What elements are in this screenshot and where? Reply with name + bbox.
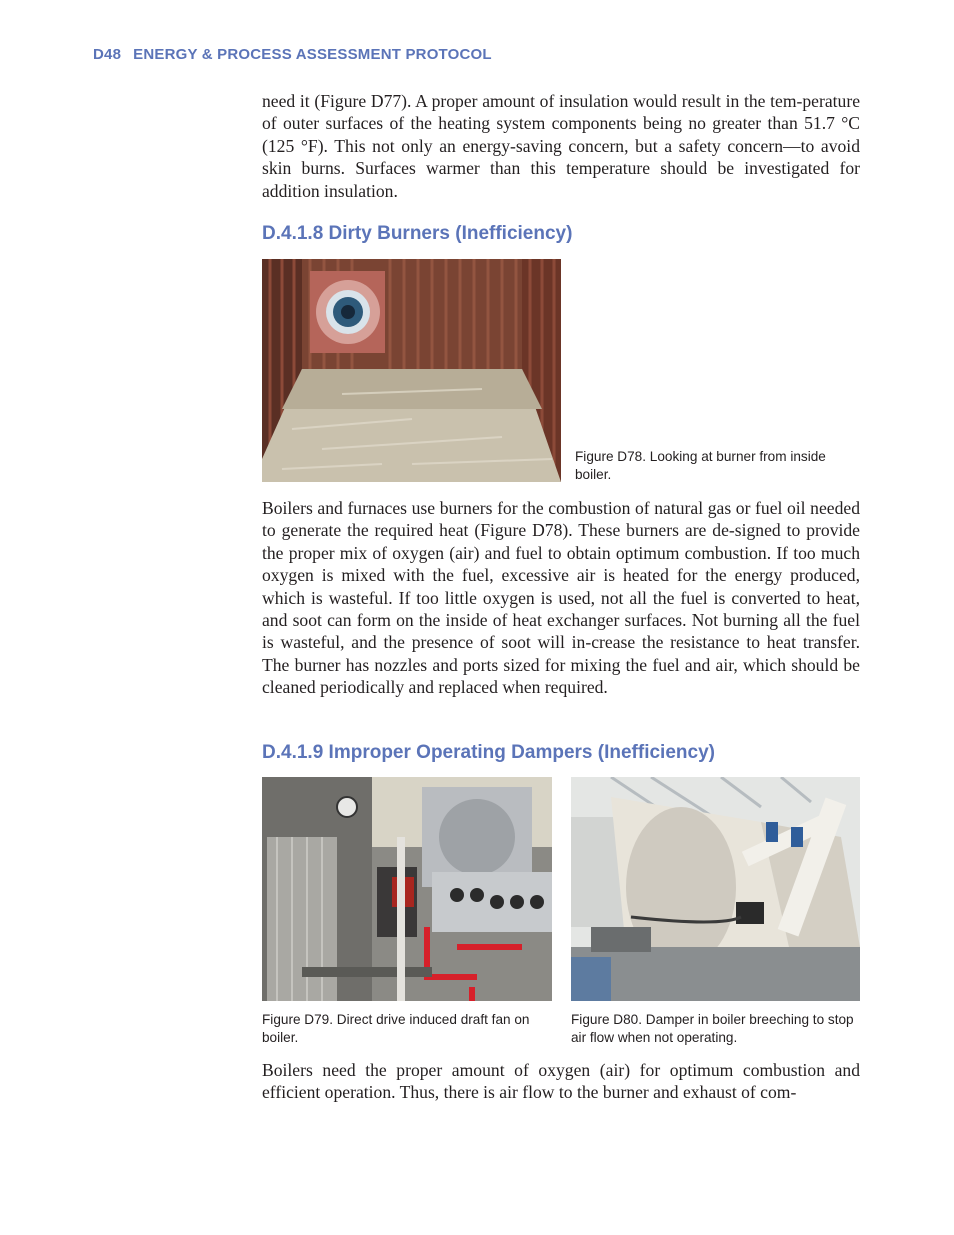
figure-d79-photo (262, 777, 552, 1001)
page-number: D48 (93, 46, 122, 63)
figure-d80-caption: Figure D80. Damper in boiler breeching to stop air flow when not operating. (571, 1012, 854, 1045)
figure-d78-caption: Figure D78. Looking at burner from inside boiler. (575, 449, 826, 482)
running-header (93, 46, 492, 63)
body-paragraph-insulation: need it (Figure D77). A proper amount of insulation would result in the tem-perature of outer surfaces of the heating system components being no greater than 51.7 °C (125 °F). This not only an energy-saving concern, but a safety concern—to avoid skin burns. Surfaces warmer than this temperature should be investigated for addition insulation. (262, 91, 860, 201)
figure-d78-photo (262, 259, 561, 482)
body-paragraph-burners: Boilers and furnaces use burners for the combustion of natural gas or fuel oil needed to generate the required heat (Figure D78). These burners are de-signed to provide the proper mix of oxygen (air) and fuel to obtain optimum combustion. If too much oxygen is mixed with the fuel, excessive air is heated for the energy produced, which is wasteful. If too little oxygen is used, not all the fuel is converted to heat, and soot can form on the inside of heat exchanger surfaces. Not burning all the fuel is wasteful, and the presence of soot will in-crease the resistance to heat transfer. The burner has nozzles and ports sized for mixing the fuel and air, which should be cleaned periodically and replaced when required. (262, 498, 860, 698)
figure-d79-caption: Figure D79. Direct drive induced draft fan on boiler. (262, 1012, 530, 1045)
section-heading-dampers: D.4.1.9 Improper Operating Dampers (Inefficiency) (262, 742, 715, 763)
figure-d80-photo (571, 777, 860, 1001)
section-heading-dirty-burners: D.4.1.8 Dirty Burners (Inefficiency) (262, 223, 573, 244)
body-paragraph-dampers: Boilers need the proper amount of oxygen (air) for optimum combustion and efficient operation. Thus, there is air flow to the burner and exhaust of com- (262, 1060, 860, 1103)
running-title: ENERGY & PROCESS ASSESSMENT PROTOCOL (133, 46, 492, 63)
